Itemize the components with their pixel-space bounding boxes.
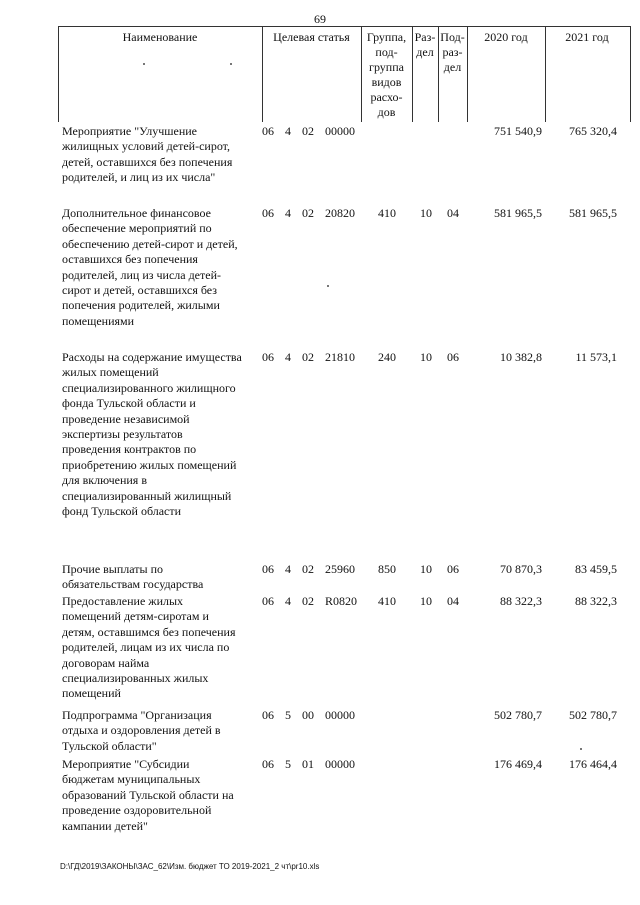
row-name: Прочие выплаты по обязательствам государства — [62, 562, 204, 592]
row-name: Подпрограмма "Организация отдыха и оздоровления детей в Тульской области" — [62, 708, 221, 753]
code-subprogram: 5 — [285, 757, 291, 771]
podrazdel-cell: 04 — [447, 206, 459, 220]
scan-speck — [230, 63, 232, 65]
header-razdel: Раз- дел — [414, 30, 436, 59]
value-2020: 581 965,5 — [494, 206, 542, 220]
code-program: 06 — [262, 757, 274, 771]
code-direction: 00000 — [325, 757, 355, 771]
podrazdel-cell: 04 — [447, 594, 459, 608]
code-subprogram: 4 — [285, 206, 291, 220]
code-program: 06 — [262, 594, 274, 608]
code-direction: 00000 — [325, 708, 355, 722]
value-2020: 751 540,9 — [494, 124, 542, 138]
header-2021: 2021 год — [565, 30, 609, 44]
razdel-cell: 10 — [420, 594, 432, 608]
value-2021: 502 780,7 — [569, 708, 617, 722]
code-direction: 00000 — [325, 124, 355, 138]
code-program: 06 — [262, 124, 274, 138]
file-path-footer: D:\ГД\2019\ЗАКОНЫ\ЗАС_62\Изм. бюджет ТО 2019-2021_2 чт\pr10.xls — [60, 862, 320, 871]
scan-speck — [143, 63, 145, 65]
value-2021: 88 322,3 — [575, 594, 617, 608]
value-2020: 70 870,3 — [500, 562, 542, 576]
value-2021: 83 459,5 — [575, 562, 617, 576]
group-cell: 410 — [378, 594, 396, 608]
header-target: Целевая статья — [273, 30, 350, 44]
code-direction: 25960 — [325, 562, 355, 576]
code-program: 06 — [262, 562, 274, 576]
code-event: 02 — [302, 594, 314, 608]
group-cell: 410 — [378, 206, 396, 220]
code-direction: R0820 — [325, 594, 358, 608]
code-direction: 21810 — [325, 350, 355, 364]
value-2020: 88 322,3 — [500, 594, 542, 608]
row-name: Мероприятие "Улучшение жилищных условий детей-сирот, детей, оставшихся без попечения родителей, и лиц из их числа" — [62, 124, 233, 185]
group-cell: 850 — [378, 562, 396, 576]
header-group: Группа, под- группа видов расхо- дов — [366, 30, 407, 119]
code-event: 02 — [302, 124, 314, 138]
code-program: 06 — [262, 350, 274, 364]
scan-speck — [327, 285, 329, 287]
code-event: 02 — [302, 350, 314, 364]
code-subprogram: 4 — [285, 124, 291, 138]
code-program: 06 — [262, 206, 274, 220]
code-event: 01 — [302, 757, 314, 771]
value-2020: 176 469,4 — [494, 757, 542, 771]
row-name: Мероприятие "Субсидии бюджетам муниципальных образований Тульской области на проведение оздоровительной кампании детей" — [62, 757, 234, 833]
code-program: 06 — [262, 708, 274, 722]
value-2021: 176 464,4 — [569, 757, 617, 771]
value-2021: 11 573,1 — [575, 350, 617, 364]
code-subprogram: 5 — [285, 708, 291, 722]
value-2020: 502 780,7 — [494, 708, 542, 722]
group-cell: 240 — [378, 350, 396, 364]
podrazdel-cell: 06 — [447, 562, 459, 576]
header-podrazdel: Под- раз- дел — [440, 30, 465, 74]
page-number: 69 — [314, 12, 326, 26]
code-event: 02 — [302, 206, 314, 220]
value-2020: 10 382,8 — [500, 350, 542, 364]
razdel-cell: 10 — [420, 206, 432, 220]
code-event: 00 — [302, 708, 314, 722]
razdel-cell: 10 — [420, 562, 432, 576]
code-subprogram: 4 — [285, 594, 291, 608]
header-name: Наименование — [122, 30, 198, 44]
code-subprogram: 4 — [285, 562, 291, 576]
scan-speck — [580, 748, 582, 750]
value-2021: 765 320,4 — [569, 124, 617, 138]
code-direction: 20820 — [325, 206, 355, 220]
row-name: Предоставление жилых помещений детям-сиротам и детям, оставшимся без попечения родителей, лицам из их числа по договорам найма специализированных жилых помещений — [62, 594, 236, 701]
header-2020: 2020 год — [484, 30, 528, 44]
row-name: Расходы на содержание имущества жилых помещений специализированного жилищного фонда Тульской области и проведение независимой экспертизы результатов проведения контрактов по приобретению жилых помещений для включения в специализированный жилищный фонд Тульской области — [62, 350, 242, 519]
podrazdel-cell: 06 — [447, 350, 459, 364]
code-event: 02 — [302, 562, 314, 576]
razdel-cell: 10 — [420, 350, 432, 364]
row-name: Дополнительное финансовое обеспечение мероприятий по обеспечению детей-сирот и детей, оставшихся без попечения родителей, лиц из числа детей- сирот и детей, оставшихся без попечения родителей, жилыми помещениями — [62, 206, 238, 328]
code-subprogram: 4 — [285, 350, 291, 364]
value-2021: 581 965,5 — [569, 206, 617, 220]
